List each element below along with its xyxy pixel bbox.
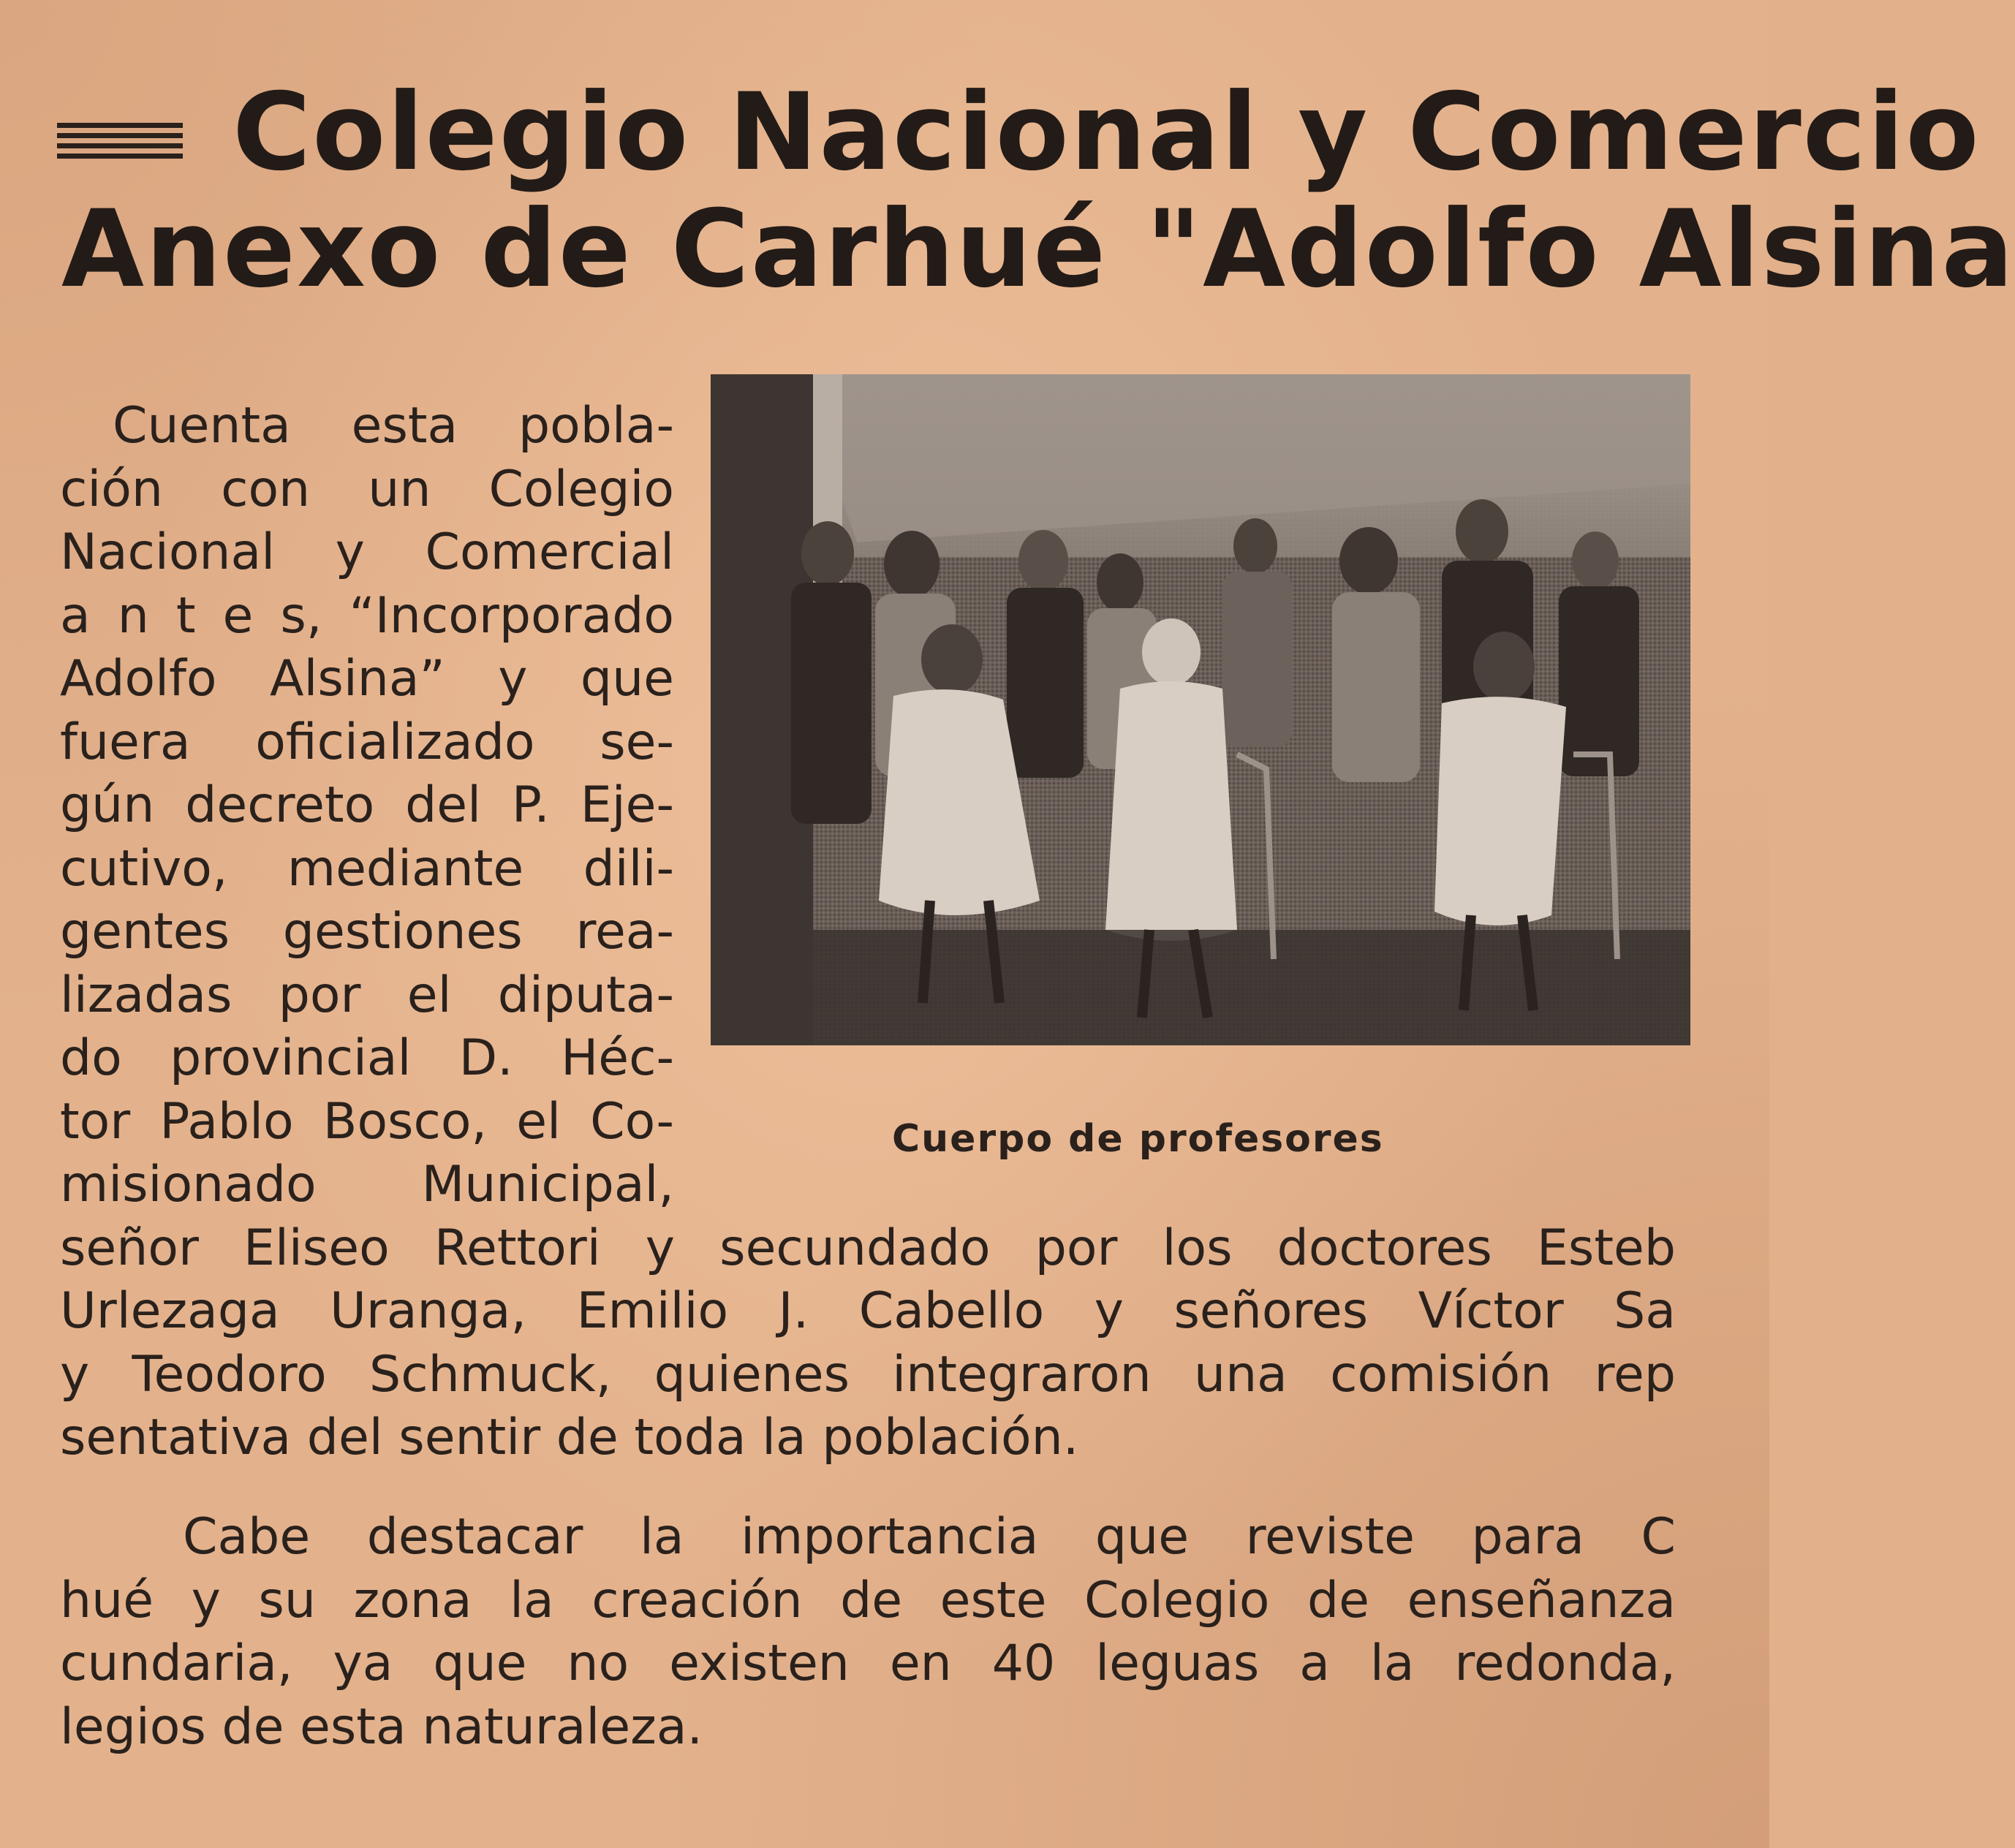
paragraph1-line: lizadas por el diputa- <box>60 966 674 1024</box>
paragraph1-line: Urlezaga Uranga, Emilio J. Cabello y señores Víctor Sa <box>60 1282 1676 1340</box>
paragraph1-line: cutivo, mediante dili- <box>60 839 674 898</box>
paragraph1-line: tor Pablo Bosco, el Co- <box>60 1092 674 1151</box>
paragraph1-line: misionado Municipal, <box>60 1156 674 1213</box>
paragraph2-line: hué y su zona la creación de este Colegio de enseñanza <box>60 1571 1676 1629</box>
paragraph1-line: gún decreto del P. Eje- <box>60 776 674 834</box>
faculty-group-photo <box>711 374 1690 1045</box>
headline-line-2: Anexo de Carhué "Adolfo Alsina <box>61 187 2015 311</box>
paragraph1-line: Cuenta esta pobla- <box>113 397 674 455</box>
paragraph2-line: legios de esta naturaleza. <box>60 1697 703 1756</box>
paragraph1-line: sentativa del sentir de toda la población. <box>60 1409 1079 1466</box>
paragraph1-line: fuera oficializado se- <box>60 713 674 771</box>
paragraph1-line: Nacional y Comercial <box>60 523 674 581</box>
paragraph2-line: cundaria, ya que no existen en 40 leguas a la redonda, <box>60 1635 1676 1692</box>
headline-line-1: Colegio Nacional y Comercio <box>232 70 1981 194</box>
paragraph2-line: Cabe destacar la importancia que reviste para C <box>183 1508 1676 1566</box>
paragraph1-line: a n t e s, “Incorporado <box>60 586 674 645</box>
paragraph1-line: gentes gestiones rea- <box>60 903 674 961</box>
paragraph1-line: señor Eliseo Rettori y secundado por los doctores Esteb <box>60 1219 1676 1277</box>
paragraph1-line: ción con un Colegio <box>60 460 674 518</box>
photo-caption: Cuerpo de profesores <box>892 1117 1384 1161</box>
paragraph1-line: y Teodoro Schmuck, quienes integraron una comisión rep <box>60 1345 1676 1404</box>
paragraph1-line: do provincial D. Héc- <box>60 1029 674 1087</box>
paragraph1-line: Adolfo Alsina” y que <box>60 650 674 708</box>
